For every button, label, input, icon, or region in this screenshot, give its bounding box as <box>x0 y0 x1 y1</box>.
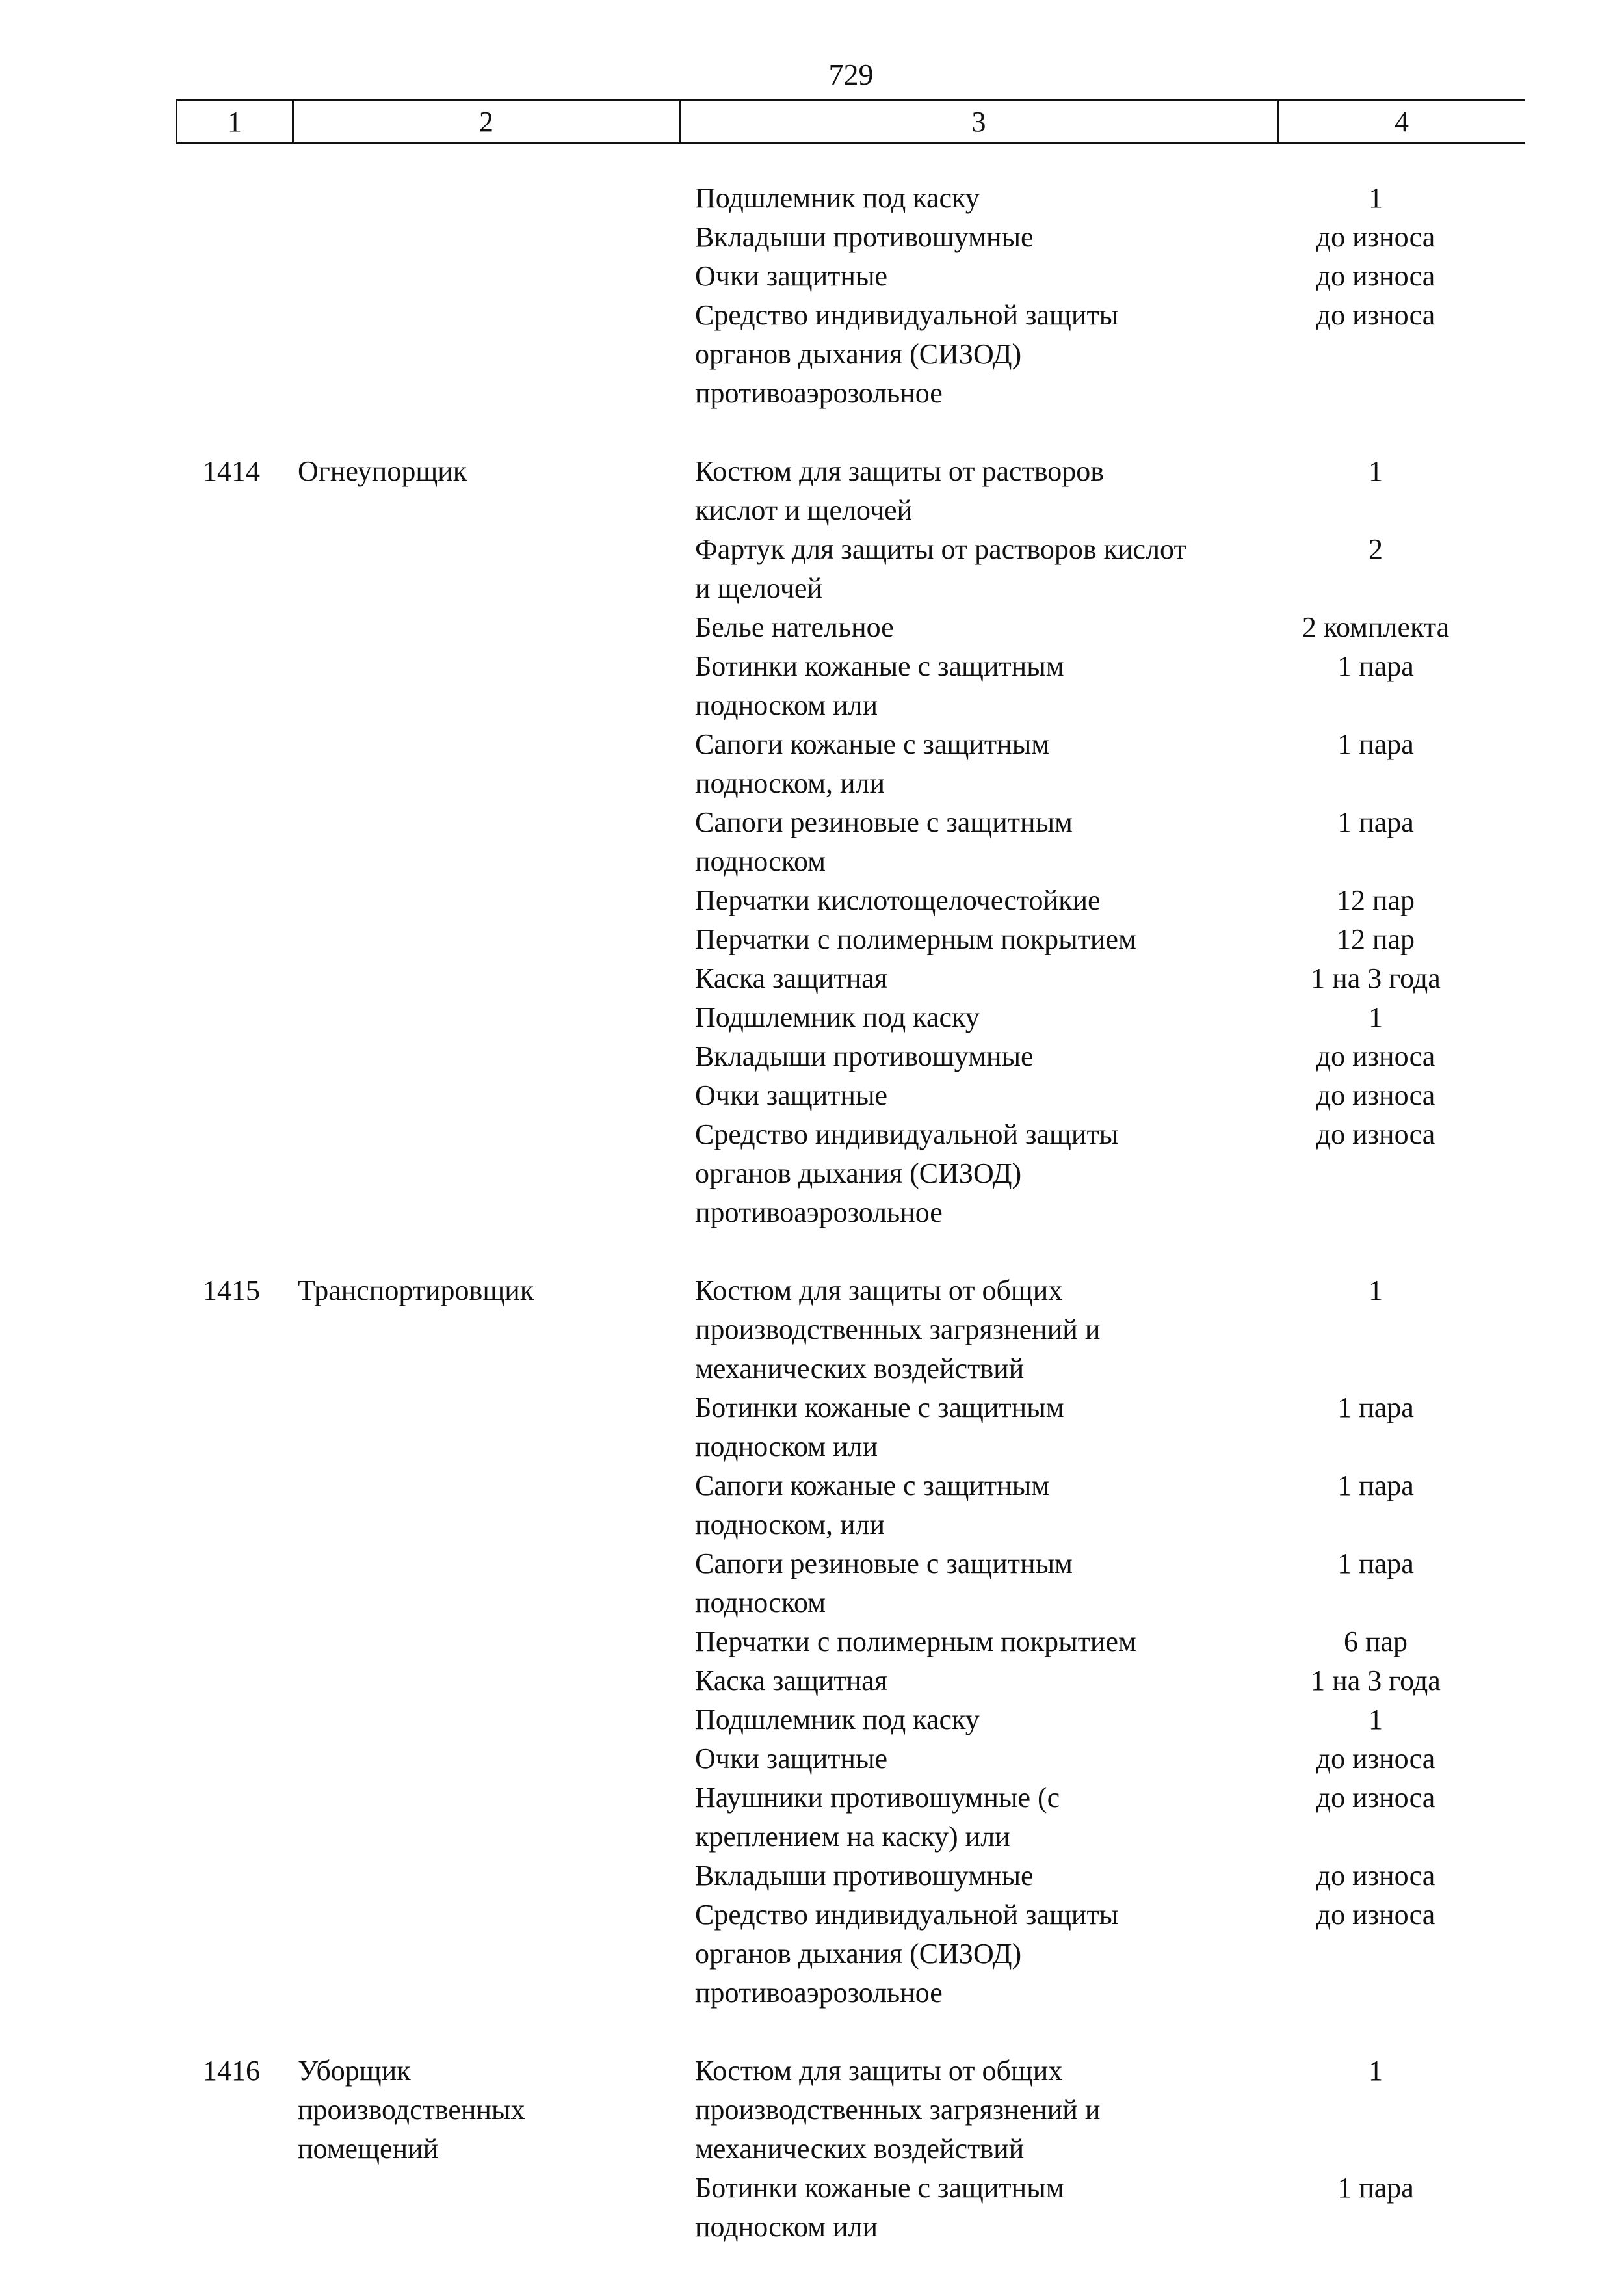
profession-name <box>294 1271 681 1388</box>
profession-number <box>176 608 294 647</box>
ppe-item-name-line: Каска защитная <box>695 962 887 994</box>
table-row <box>176 1895 1525 2012</box>
ppe-item-name-line: подноском, или <box>695 1509 885 1540</box>
column-header-2: 2 <box>294 101 681 142</box>
table-row <box>176 257 1525 296</box>
ppe-item-name-line: Средство индивидуальной защиты <box>695 1899 1119 1931</box>
profession-name-line: производственных <box>298 2094 525 2126</box>
ppe-item-quantity: 6 пар <box>1343 1626 1408 1657</box>
ppe-item-name-line: производственных загрязнений и <box>695 2094 1101 2126</box>
ppe-item-quantity: 1 на 3 года <box>1311 1665 1441 1696</box>
ppe-item-quantity: до износа <box>1316 299 1435 331</box>
ppe-item-name-line: Костюм для защиты от общих <box>695 2055 1063 2087</box>
ppe-item-quantity: 1 пара <box>1337 728 1414 760</box>
page-number: 729 <box>828 58 874 91</box>
profession-name <box>294 1856 681 1895</box>
table-row <box>176 608 1525 647</box>
profession-name <box>294 647 681 725</box>
ppe-item-name-line: Очки защитные <box>695 1743 888 1775</box>
ppe-item-name <box>681 608 1279 647</box>
ppe-item-name-line: кислот и щелочей <box>695 494 913 526</box>
ppe-item-quantity: 1 на 3 года <box>1311 962 1441 994</box>
profession-name <box>294 725 681 803</box>
ppe-item-name-line: подноском <box>695 1587 826 1618</box>
profession-number: 1416 <box>203 2055 260 2087</box>
ppe-item-quantity: 1 пара <box>1337 1392 1414 1423</box>
table-row <box>176 1778 1525 1856</box>
ppe-item-quantity: 1 <box>1369 455 1383 487</box>
profession-name-line: помещений <box>298 2133 439 2165</box>
table-row <box>176 218 1525 257</box>
profession-number <box>176 1622 294 1661</box>
ppe-item-name <box>681 1466 1279 1544</box>
profession-name <box>294 2052 681 2169</box>
profession-name <box>294 1115 681 1232</box>
ppe-item-name <box>681 1778 1279 1856</box>
profession-name <box>294 1466 681 1544</box>
ppe-item-name-line: Сапоги резиновые с защитным <box>695 1548 1073 1579</box>
table-row <box>176 2169 1525 2247</box>
ppe-item-name-line: Перчатки с полимерным покрытием <box>695 923 1136 955</box>
ppe-item-quantity: 1 <box>1369 1001 1383 1033</box>
profession-group <box>176 179 1525 413</box>
profession-number <box>176 1388 294 1466</box>
profession-number <box>176 1700 294 1739</box>
profession-group <box>176 2052 1525 2247</box>
ppe-item-name-line: Сапоги кожаные с защитным <box>695 1470 1050 1501</box>
ppe-item-name <box>681 1856 1279 1895</box>
profession-name-line: Огнеупорщик <box>298 455 467 487</box>
profession-name <box>294 1076 681 1115</box>
ppe-item-name <box>681 257 1279 296</box>
ppe-item-quantity: 1 пара <box>1337 650 1414 682</box>
ppe-item-name-line: противоаэрозольное <box>695 1196 943 1228</box>
profession-name <box>294 881 681 920</box>
ppe-item-name-line: подноском или <box>695 1431 878 1462</box>
profession-number <box>176 1076 294 1115</box>
profession-name <box>294 296 681 413</box>
column-header-3: 3 <box>681 101 1279 142</box>
table-row <box>176 2052 1525 2169</box>
ppe-item-name-line: Подшлемник под каску <box>695 182 980 214</box>
table-row <box>176 1661 1525 1700</box>
profession-group <box>176 452 1525 1232</box>
ppe-item-name-line: подноском <box>695 845 826 877</box>
profession-number: 1414 <box>203 455 260 487</box>
table-row <box>176 1466 1525 1544</box>
table-row <box>176 452 1525 530</box>
ppe-item-name <box>681 1661 1279 1700</box>
table-row <box>176 998 1525 1037</box>
table-row <box>176 1739 1525 1778</box>
ppe-item-name <box>681 1037 1279 1076</box>
table-row <box>176 959 1525 998</box>
ppe-item-name-line: Наушники противошумные (с <box>695 1782 1060 1814</box>
profession-number <box>176 530 294 608</box>
profession-number <box>176 647 294 725</box>
profession-number <box>176 1856 294 1895</box>
ppe-item-name-line: органов дыхания (СИЗОД) <box>695 1938 1022 1970</box>
table-row <box>176 920 1525 959</box>
table-row <box>176 179 1525 218</box>
ppe-item-name-line: подноском или <box>695 689 878 721</box>
ppe-item-name-line: подноском, или <box>695 767 885 799</box>
ppe-item-name-line: Подшлемник под каску <box>695 1001 980 1033</box>
ppe-item-name-line: Подшлемник под каску <box>695 1704 980 1735</box>
ppe-item-quantity: 1 <box>1369 2055 1383 2087</box>
ppe-item-name-line: органов дыхания (СИЗОД) <box>695 338 1022 370</box>
profession-number <box>176 920 294 959</box>
profession-number <box>176 1037 294 1076</box>
table-row <box>176 296 1525 413</box>
table-row <box>176 1076 1525 1115</box>
ppe-item-name <box>681 1739 1279 1778</box>
ppe-item-quantity: до износа <box>1316 1860 1435 1892</box>
ppe-item-name <box>681 2052 1279 2169</box>
profession-name-line: Транспортировщик <box>298 1274 534 1306</box>
profession-number <box>176 998 294 1037</box>
ppe-item-name <box>681 2169 1279 2247</box>
profession-name <box>294 1661 681 1700</box>
profession-name-line: Уборщик <box>298 2055 411 2087</box>
ppe-item-name-line: Перчатки с полимерным покрытием <box>695 1626 1136 1657</box>
ppe-item-name-line: Фартук для защиты от растворов кислот <box>695 533 1186 565</box>
ppe-item-name-line: Каска защитная <box>695 1665 887 1696</box>
ppe-item-name <box>681 881 1279 920</box>
ppe-item-name-line: противоаэрозольное <box>695 1977 943 2009</box>
ppe-item-name-line: противоаэрозольное <box>695 377 943 409</box>
table-row <box>176 1544 1525 1622</box>
ppe-item-name <box>681 530 1279 608</box>
profession-name <box>294 1037 681 1076</box>
ppe-item-name <box>681 179 1279 218</box>
table-row <box>176 1622 1525 1661</box>
ppe-item-quantity: 1 <box>1369 1274 1383 1306</box>
profession-number <box>176 725 294 803</box>
ppe-item-name <box>681 1895 1279 2012</box>
ppe-item-quantity: 1 <box>1369 1704 1383 1735</box>
profession-name <box>294 2169 681 2247</box>
ppe-item-name-line: Ботинки кожаные с защитным <box>695 2172 1064 2204</box>
table-row <box>176 1115 1525 1232</box>
ppe-item-name <box>681 920 1279 959</box>
ppe-item-quantity: 1 пара <box>1337 806 1414 838</box>
table-row <box>176 647 1525 725</box>
ppe-item-name-line: Белье нательное <box>695 611 894 643</box>
ppe-item-name-line: Костюм для защиты от общих <box>695 1274 1063 1306</box>
profession-number <box>176 257 294 296</box>
ppe-item-name-line: Вкладыши противошумные <box>695 1040 1034 1072</box>
ppe-item-quantity: 1 <box>1369 182 1383 214</box>
ppe-item-name-line: Костюм для защиты от растворов <box>695 455 1105 487</box>
ppe-item-quantity: до износа <box>1316 1118 1435 1150</box>
ppe-item-name-line: Ботинки кожаные с защитным <box>695 650 1064 682</box>
ppe-item-name-line: и щелочей <box>695 572 822 604</box>
ppe-item-quantity: 12 пар <box>1336 923 1415 955</box>
ppe-item-quantity: 1 пара <box>1337 1548 1414 1579</box>
profession-name <box>294 218 681 257</box>
profession-number <box>176 1778 294 1856</box>
profession-number: 1415 <box>203 1274 260 1306</box>
ppe-item-name <box>681 1388 1279 1466</box>
profession-name <box>294 452 681 530</box>
ppe-item-quantity: до износа <box>1316 1743 1435 1775</box>
ppe-item-name <box>681 1271 1279 1388</box>
ppe-item-quantity: 1 пара <box>1337 1470 1414 1501</box>
ppe-item-name-line: подноском или <box>695 2211 878 2243</box>
profession-name <box>294 530 681 608</box>
ppe-item-name-line: Очки защитные <box>695 1079 888 1111</box>
ppe-item-name-line: Вкладыши противошумные <box>695 221 1034 253</box>
column-header-4: 4 <box>1395 105 1409 138</box>
profession-name <box>294 608 681 647</box>
ppe-item-name-line: Сапоги резиновые с защитным <box>695 806 1073 838</box>
table-row <box>176 1856 1525 1895</box>
profession-name <box>294 1388 681 1466</box>
ppe-item-name-line: механических воздействий <box>695 2133 1025 2165</box>
ppe-item-quantity: до износа <box>1316 1079 1435 1111</box>
ppe-item-quantity: 2 комплекта <box>1302 611 1450 643</box>
ppe-item-name <box>681 959 1279 998</box>
ppe-item-quantity: 1 пара <box>1337 2172 1414 2204</box>
ppe-item-name <box>681 296 1279 413</box>
ppe-item-name-line: Средство индивидуальной защиты <box>695 299 1119 331</box>
profession-number <box>176 1895 294 2012</box>
profession-number <box>176 179 294 218</box>
table-row <box>176 803 1525 881</box>
ppe-item-quantity: 2 <box>1369 533 1383 565</box>
profession-name <box>294 998 681 1037</box>
profession-name <box>294 1895 681 2012</box>
profession-name <box>294 1739 681 1778</box>
ppe-item-name-line: органов дыхания (СИЗОД) <box>695 1157 1022 1189</box>
ppe-item-quantity: до износа <box>1316 260 1435 292</box>
profession-number <box>176 1739 294 1778</box>
profession-name <box>294 1544 681 1622</box>
ppe-item-name-line: креплением на каску) или <box>695 1821 1010 1853</box>
ppe-item-name-line: Перчатки кислотощелочестойкие <box>695 884 1101 916</box>
ppe-item-name-line: Вкладыши противошумные <box>695 1860 1034 1892</box>
ppe-item-name <box>681 1115 1279 1232</box>
ppe-item-name <box>681 803 1279 881</box>
ppe-item-quantity: 12 пар <box>1336 884 1415 916</box>
profession-name <box>294 257 681 296</box>
profession-name <box>294 920 681 959</box>
ppe-item-quantity: до износа <box>1316 1899 1435 1931</box>
profession-number <box>176 1466 294 1544</box>
profession-group <box>176 1271 1525 2012</box>
profession-number <box>176 881 294 920</box>
ppe-item-quantity: до износа <box>1316 1040 1435 1072</box>
table-row <box>176 1271 1525 1388</box>
profession-number <box>176 2169 294 2247</box>
ppe-item-name-line: Средство индивидуальной защиты <box>695 1118 1119 1150</box>
table-row <box>176 1700 1525 1739</box>
ppe-item-name <box>681 725 1279 803</box>
ppe-item-name <box>681 218 1279 257</box>
ppe-item-name-line: производственных загрязнений и <box>695 1313 1101 1345</box>
table-row <box>176 1037 1525 1076</box>
ppe-item-name <box>681 1076 1279 1115</box>
ppe-item-quantity: до износа <box>1316 1782 1435 1814</box>
profession-name <box>294 1622 681 1661</box>
profession-number <box>176 803 294 881</box>
profession-number <box>176 1115 294 1232</box>
profession-number <box>176 959 294 998</box>
table-row <box>176 1388 1525 1466</box>
ppe-item-name-line: механических воздействий <box>695 1353 1025 1384</box>
profession-name <box>294 803 681 881</box>
profession-name <box>294 1700 681 1739</box>
profession-number <box>176 1661 294 1700</box>
ppe-item-name <box>681 1544 1279 1622</box>
table-row <box>176 530 1525 608</box>
table-row <box>176 881 1525 920</box>
ppe-item-name <box>681 1622 1279 1661</box>
ppe-item-name <box>681 452 1279 530</box>
profession-number <box>176 1544 294 1622</box>
ppe-item-name <box>681 647 1279 725</box>
ppe-item-name-line: Ботинки кожаные с защитным <box>695 1392 1064 1423</box>
ppe-item-name <box>681 998 1279 1037</box>
profession-name <box>294 1778 681 1856</box>
column-header-row <box>176 99 1525 144</box>
profession-name <box>294 959 681 998</box>
ppe-item-name-line: Очки защитные <box>695 260 888 292</box>
profession-number <box>176 296 294 413</box>
ppe-table-body <box>176 179 1525 2286</box>
profession-name <box>294 179 681 218</box>
table-row <box>176 725 1525 803</box>
column-header-1: 1 <box>176 101 294 142</box>
ppe-item-name <box>681 1700 1279 1739</box>
profession-number <box>176 218 294 257</box>
ppe-item-name-line: Сапоги кожаные с защитным <box>695 728 1050 760</box>
ppe-item-quantity: до износа <box>1316 221 1435 253</box>
